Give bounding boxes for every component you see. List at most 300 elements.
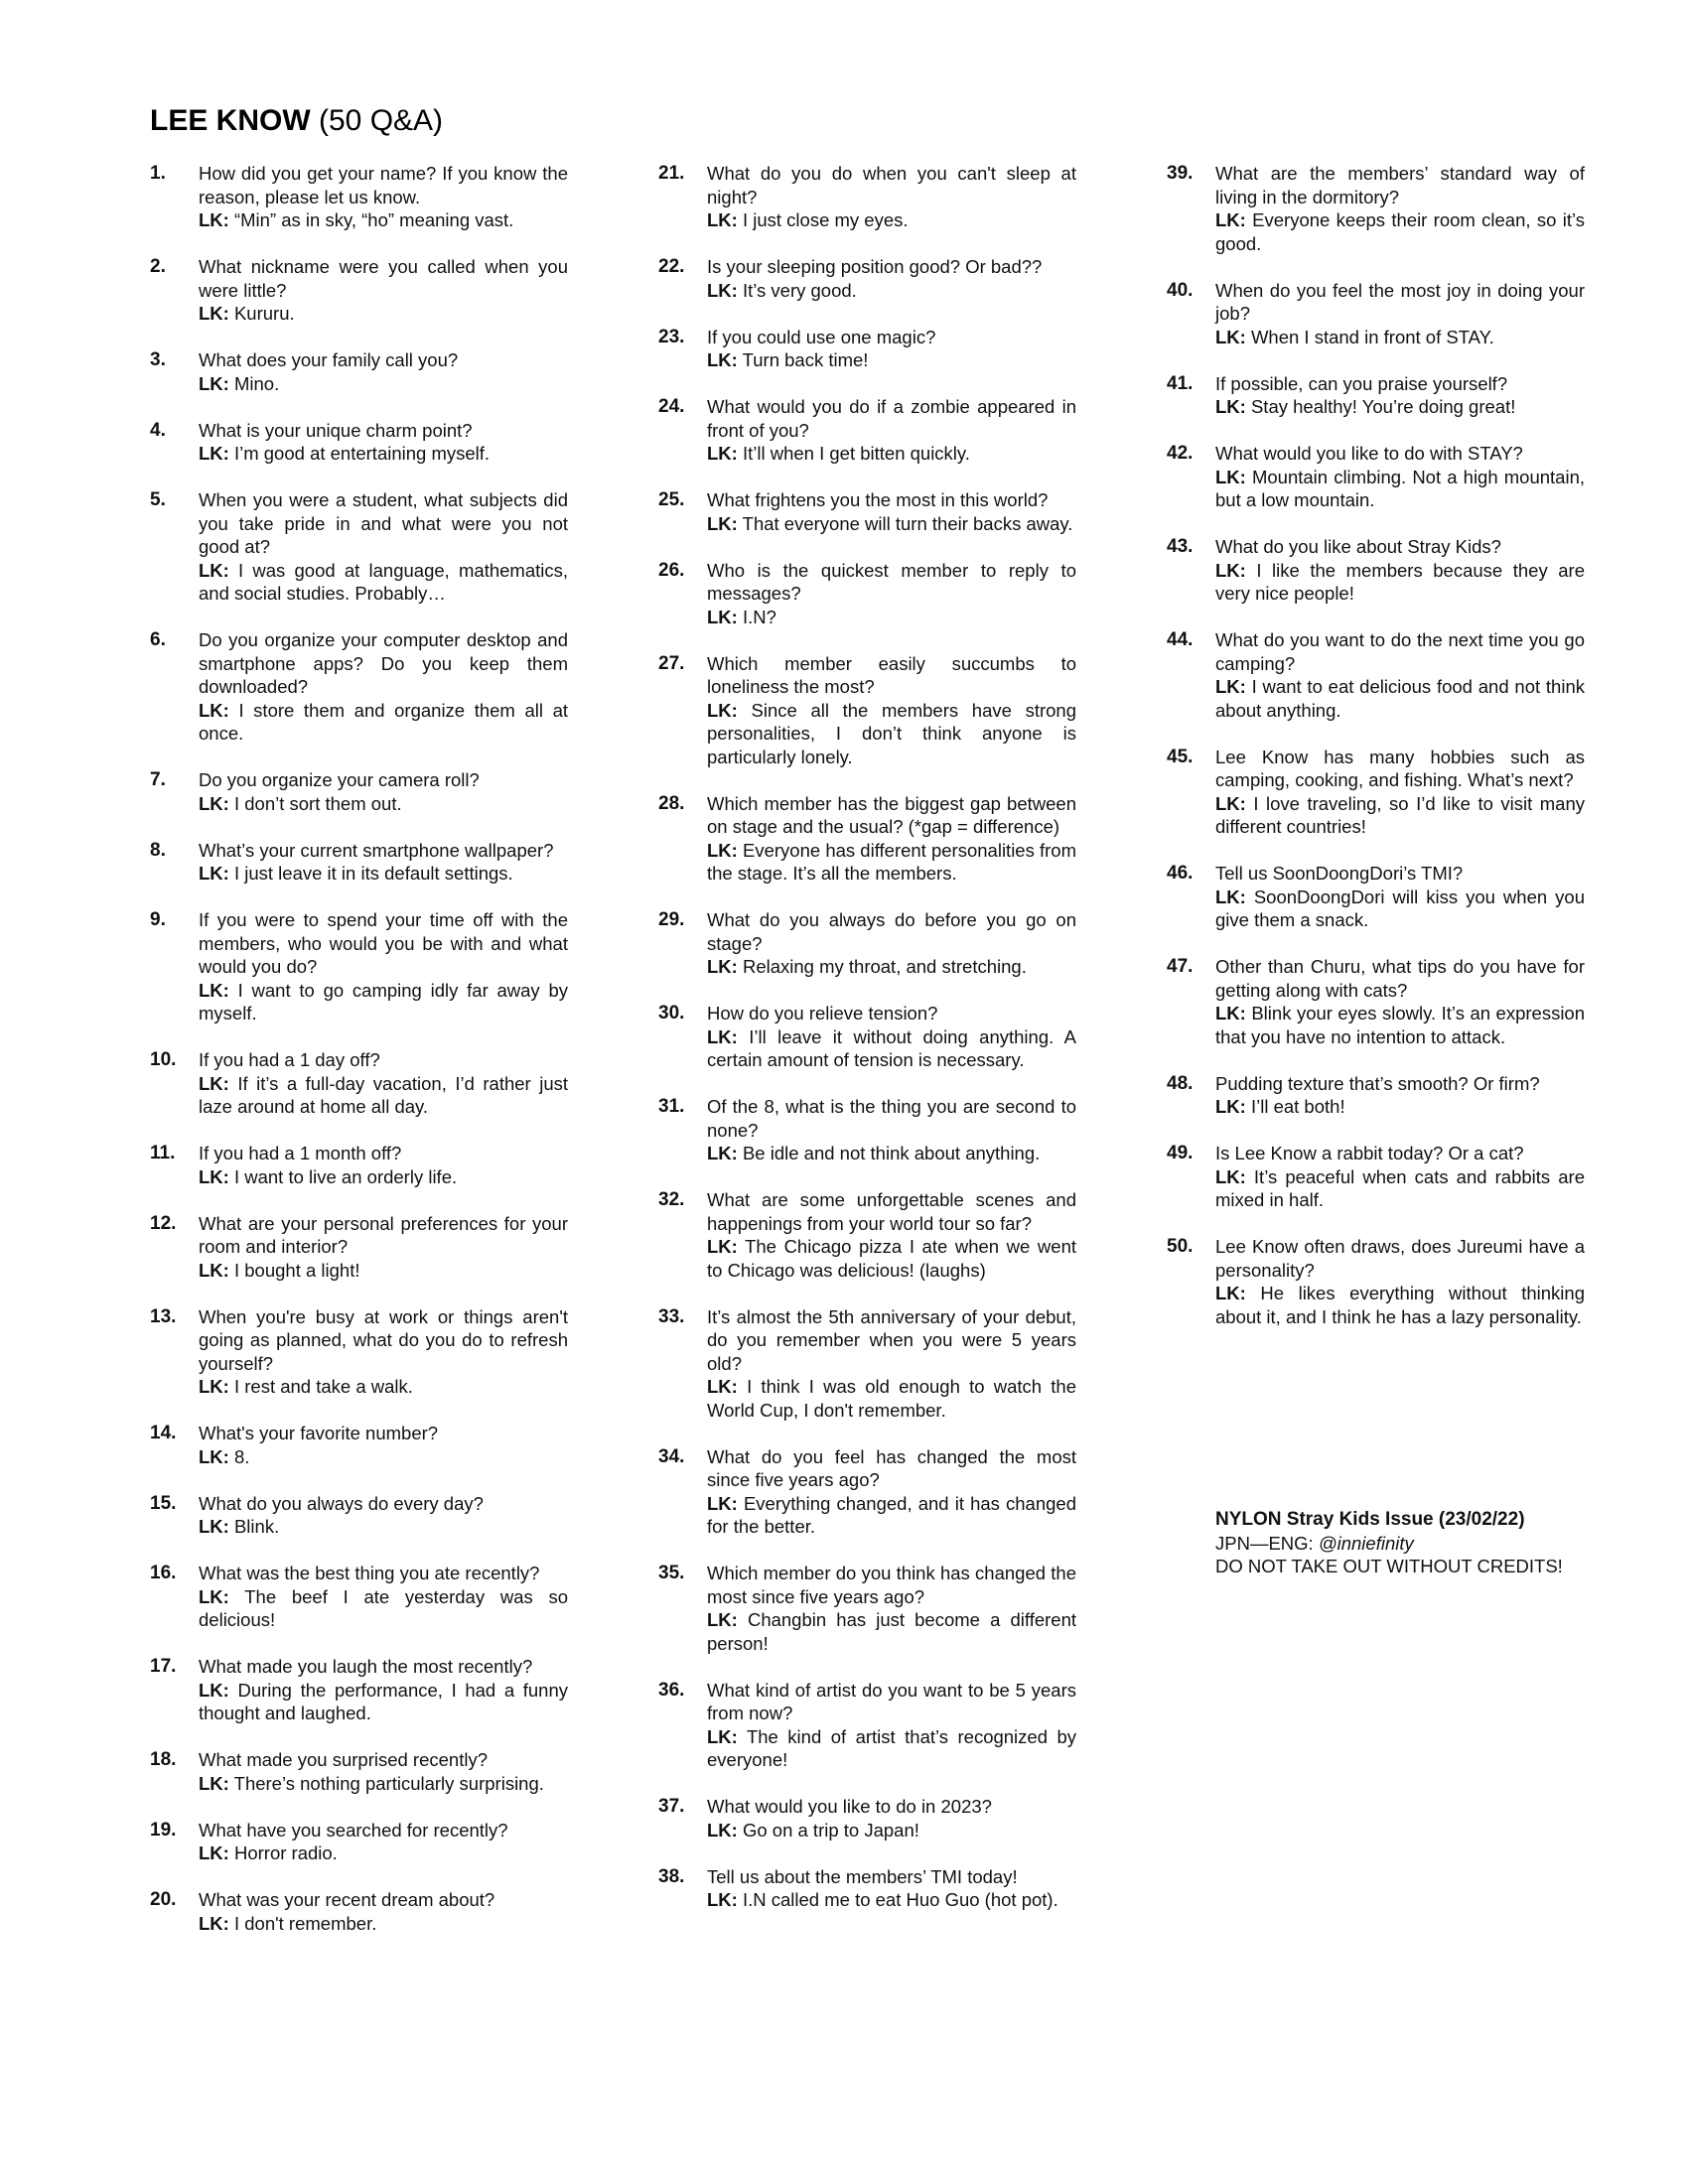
question-text: What do you do when you can't sleep at night? (707, 163, 1076, 207)
question-text: What nickname were you called when you were little? (199, 256, 568, 301)
qa-body (199, 1048, 568, 1119)
question-text: What do you like about Stray Kids? (1215, 536, 1501, 557)
answer (1215, 395, 1585, 419)
qa-body (707, 162, 1076, 232)
qa-body (1215, 162, 1585, 255)
qa-item (1167, 535, 1585, 606)
question-number: 13. (150, 1305, 177, 1327)
answer-prefix: LK: (199, 1772, 229, 1794)
question-text: Tell us SoonDoongDori’s TMI? (1215, 863, 1464, 884)
qa-item (658, 559, 1076, 629)
qa-item (150, 628, 568, 746)
qa-body (707, 559, 1076, 629)
question-number: 6. (150, 629, 166, 650)
answer (1215, 1165, 1585, 1212)
qa-body (199, 768, 568, 815)
answer-prefix: LK: (199, 209, 229, 230)
qa-body (199, 1562, 568, 1632)
question-number: 29. (658, 909, 685, 930)
answer (1215, 675, 1585, 722)
qa-body (199, 1655, 568, 1725)
answer-text: It’ll when I get bitten quickly. (742, 443, 970, 464)
answer-text: During the performance, I had a funny thought and laughed. (199, 1679, 569, 1723)
answer-prefix: LK: (199, 792, 229, 814)
credits-translator: @inniefinity (1318, 1532, 1414, 1554)
answer-text: I just close my eyes. (742, 209, 909, 230)
qa-item (150, 839, 568, 886)
answer (707, 1492, 1076, 1539)
question-number: 39. (1167, 163, 1194, 184)
question-text: What do you want to do the next time you go camping? (1215, 629, 1585, 674)
qa-body (199, 1819, 568, 1865)
qa-body (199, 1422, 568, 1468)
qa-item (150, 1305, 568, 1399)
answer-prefix: LK: (1215, 466, 1246, 487)
question-text: Do you organize your computer desktop and smartphone apps? Do you keep them downloaded? (199, 629, 568, 697)
answer (707, 955, 1076, 979)
answer-prefix: LK: (707, 956, 738, 977)
answer-text: Turn back time! (742, 349, 869, 370)
answer-text: Mountain climbing. Not a high mountain, but a low mountain. (1215, 466, 1586, 510)
answer (199, 442, 568, 466)
answer-prefix: LK: (199, 372, 229, 394)
answer-text: I.N called me to eat Huo Guo (hot pot). (742, 1889, 1058, 1910)
qa-item (658, 652, 1076, 769)
question-number: 19. (150, 1819, 177, 1841)
answer-text: I bought a light! (233, 1259, 360, 1281)
question-text: Which member has the biggest gap between on stage and the usual? (*gap = difference) (707, 792, 1076, 837)
answer-text: Mino. (233, 372, 280, 394)
answer-text: The beef I ate yesterday was so delicious! (199, 1585, 568, 1630)
answer (199, 862, 568, 886)
question-text: What would you like to do with STAY? (1215, 443, 1523, 464)
question-number: 1. (150, 163, 166, 184)
qa-body (1215, 955, 1585, 1048)
answer-text: Be idle and not think about anything. (742, 1143, 1041, 1163)
question-text: Who is the quickest member to reply to messages? (707, 559, 1076, 604)
answer (1215, 208, 1585, 255)
answer (1215, 559, 1585, 606)
answer-text: When I stand in front of STAY. (1250, 326, 1494, 347)
question-text: Is your sleeping position good? Or bad?? (707, 256, 1043, 277)
answer-text: I was good at language, mathematics, and social studies. Probably… (199, 559, 568, 604)
question-number: 21. (658, 163, 685, 184)
answer-prefix: LK: (1215, 886, 1246, 907)
answer (199, 1445, 568, 1469)
answer (707, 348, 1076, 372)
question-text: If you had a 1 month off? (199, 1143, 402, 1163)
qa-item (1167, 279, 1585, 349)
question-text: If possible, can you praise yourself? (1215, 372, 1508, 394)
qa-body (199, 348, 568, 395)
answer-prefix: LK: (199, 443, 229, 464)
qa-body (199, 488, 568, 606)
credits-translation (1215, 1532, 1593, 1556)
answer-text: I rest and take a walk. (233, 1376, 413, 1397)
question-number: 2. (150, 256, 166, 277)
answer-prefix: LK: (199, 1843, 229, 1863)
answer-prefix: LK: (707, 209, 738, 230)
answer-prefix: LK: (199, 1165, 229, 1187)
question-text: When do you feel the most joy in doing your job? (1215, 279, 1585, 324)
qa-body (707, 488, 1076, 535)
answer (199, 792, 568, 816)
answer-text: I’ll leave it without doing anything. A certain amount of tension is necessary. (707, 1025, 1076, 1070)
question-text: What are your personal preferences for your room and interior? (199, 1212, 568, 1257)
answer-text: I want to live an orderly life. (233, 1165, 458, 1187)
question-number: 10. (150, 1049, 177, 1070)
answer-prefix: LK: (707, 1889, 738, 1910)
answer-text: Everyone keeps their room clean, so it’s good. (1215, 209, 1586, 254)
question-text: It’s almost the 5th anniversary of your debut, do you remember when you were 5 years old? (707, 1305, 1076, 1374)
question-text: Pudding texture that’s smooth? Or firm? (1215, 1072, 1540, 1094)
question-text: How did you get your name? If you know the reason, please let us know. (199, 163, 568, 207)
qa-body (199, 1748, 568, 1795)
answer (199, 699, 568, 746)
question-text: What was your recent dream about? (199, 1889, 495, 1910)
qa-body (199, 255, 568, 326)
answer-text: I love traveling, so I’d like to visit many different countries! (1215, 792, 1585, 837)
qa-item (658, 1865, 1076, 1912)
answer-text: He likes everything without thinking about it, and I think he has a lazy personality. (1215, 1283, 1585, 1327)
answer-prefix: LK: (1215, 326, 1246, 347)
qa-body (1215, 746, 1585, 839)
qa-item (658, 395, 1076, 466)
answer-text: Blink. (233, 1516, 280, 1537)
question-number: 50. (1167, 1236, 1194, 1257)
answer-text: I think I was old enough to watch the World Cup, I don't remember. (707, 1376, 1076, 1421)
question-number: 46. (1167, 863, 1194, 884)
question-text: What would you do if a zombie appeared in front of you? (707, 396, 1076, 441)
qa-column-3 (1167, 162, 1585, 1352)
answer-text: Changbin has just become a different person! (707, 1609, 1076, 1654)
answer-prefix: LK: (1215, 1096, 1246, 1117)
answer (199, 1165, 568, 1189)
answer (1215, 886, 1585, 932)
qa-body (1215, 1142, 1585, 1212)
question-text: What do you always do every day? (199, 1492, 484, 1514)
qa-item (150, 1888, 568, 1935)
qa-item (150, 1562, 568, 1632)
answer (1215, 792, 1585, 839)
answer (1215, 1095, 1585, 1119)
answer-prefix: LK: (707, 1236, 738, 1257)
question-text: What’s your current smartphone wallpaper? (199, 839, 554, 861)
answer (707, 208, 1076, 232)
qa-body (1215, 862, 1585, 932)
question-number: 3. (150, 349, 166, 370)
question-number: 17. (150, 1656, 177, 1677)
answer-prefix: LK: (1215, 676, 1246, 697)
answer (707, 1608, 1076, 1655)
answer (707, 1142, 1076, 1165)
answer (199, 1842, 568, 1865)
qa-item (658, 908, 1076, 979)
qa-item (1167, 442, 1585, 512)
qa-body (707, 792, 1076, 886)
qa-item (150, 255, 568, 326)
answer (707, 1888, 1076, 1912)
answer-text: If it’s a full-day vacation, I’d rather just laze around at home all day. (199, 1072, 568, 1117)
answer-text: Everything changed, and it has changed for the better. (707, 1492, 1077, 1537)
question-text: If you could use one magic? (707, 326, 936, 347)
question-text: Do you organize your camera roll? (199, 769, 480, 790)
qa-body (707, 1562, 1076, 1655)
qa-body (707, 908, 1076, 979)
question-number: 31. (658, 1096, 685, 1117)
answer (707, 442, 1076, 466)
qa-body (707, 1002, 1076, 1072)
credits-translation-label: JPN—ENG: (1215, 1532, 1319, 1554)
question-number: 27. (658, 652, 685, 674)
answer-prefix: LK: (199, 1585, 229, 1607)
page-title (150, 103, 443, 139)
answer (707, 1235, 1076, 1282)
question-number: 22. (658, 256, 685, 277)
question-text: What are some unforgettable scenes and happenings from your world tour so far? (707, 1189, 1076, 1234)
question-number: 7. (150, 769, 166, 790)
qa-body (707, 1865, 1076, 1912)
answer-prefix: LK: (199, 1072, 229, 1094)
qa-item (150, 419, 568, 466)
question-number: 14. (150, 1423, 177, 1443)
answer-text: Stay healthy! You’re doing great! (1250, 396, 1516, 417)
question-number: 28. (658, 792, 685, 814)
qa-column-1 (150, 162, 568, 1959)
answer-text: The kind of artist that’s recognized by everyone! (707, 1725, 1076, 1770)
answer-prefix: LK: (199, 1912, 229, 1934)
answer-prefix: LK: (199, 979, 229, 1001)
answer-prefix: LK: (707, 699, 738, 721)
answer (199, 1585, 568, 1632)
question-text: What is your unique charm point? (199, 419, 473, 441)
qa-body (199, 1142, 568, 1188)
answer-prefix: LK: (707, 512, 738, 534)
question-text: Lee Know often draws, does Jureumi have a personality? (1215, 1236, 1585, 1281)
question-text: Lee Know has many hobbies such as camping, cooking, and fishing. What’s next? (1215, 746, 1585, 790)
question-number: 23. (658, 326, 685, 347)
qa-item (150, 1748, 568, 1795)
answer-text: There’s nothing particularly surprising. (233, 1772, 544, 1794)
answer-prefix: LK: (707, 279, 738, 301)
question-number: 15. (150, 1492, 177, 1514)
answer-prefix: LK: (199, 559, 229, 581)
qa-body (707, 1095, 1076, 1165)
qa-item (658, 1795, 1076, 1842)
answer (199, 559, 568, 606)
credits-block (1215, 1508, 1593, 1578)
answer-prefix: LK: (199, 1445, 229, 1467)
question-number: 8. (150, 839, 166, 861)
question-number: 12. (150, 1212, 177, 1234)
qa-item (150, 1422, 568, 1468)
qa-body (707, 1188, 1076, 1282)
question-number: 37. (658, 1796, 685, 1817)
qa-body (707, 326, 1076, 372)
question-text: When you were a student, what subjects did you take pride in and what were you not good at? (199, 489, 568, 557)
qa-body (199, 419, 568, 466)
qa-item (1167, 746, 1585, 839)
page-title-subtitle: (50 Q&A) (310, 104, 444, 137)
question-text: What frightens you the most in this world? (707, 489, 1049, 510)
answer-text: I just leave it in its default settings. (233, 863, 513, 884)
question-number: 33. (658, 1305, 685, 1327)
answer (707, 1025, 1076, 1072)
answer-text: The Chicago pizza I ate when we went to Chicago was delicious! (laughs) (707, 1236, 1076, 1281)
qa-item (150, 162, 568, 232)
answer-prefix: LK: (199, 1376, 229, 1397)
answer-prefix: LK: (199, 863, 229, 884)
answer-prefix: LK: (1215, 559, 1246, 581)
qa-body (199, 162, 568, 232)
answer-text: SoonDoongDori will kiss you when you give them a snack. (1215, 886, 1585, 930)
question-number: 26. (658, 559, 685, 581)
question-text: What do you always do before you go on stage? (707, 909, 1076, 954)
qa-item (658, 1445, 1076, 1539)
answer-prefix: LK: (707, 443, 738, 464)
answer-text: I like the members because they are very nice people! (1215, 559, 1585, 604)
answer (707, 1375, 1076, 1422)
qa-item (150, 1142, 568, 1188)
question-number: 44. (1167, 629, 1194, 650)
qa-body (1215, 442, 1585, 512)
qa-body (707, 255, 1076, 302)
question-text: What does your family call you? (199, 349, 459, 370)
answer-prefix: LK: (707, 1725, 738, 1747)
question-number: 38. (658, 1865, 685, 1887)
question-number: 32. (658, 1189, 685, 1210)
qa-body (707, 1305, 1076, 1423)
question-number: 47. (1167, 956, 1194, 977)
answer-text: Horror radio. (233, 1843, 338, 1863)
answer (707, 1819, 1076, 1843)
question-text: What would you like to do in 2023? (707, 1796, 992, 1817)
qa-body (199, 628, 568, 746)
qa-body (199, 1305, 568, 1399)
qa-body (199, 1492, 568, 1539)
answer-text: I’ll eat both! (1250, 1096, 1345, 1117)
qa-item (658, 488, 1076, 535)
answer-text: I.N? (742, 606, 776, 627)
qa-item (1167, 1235, 1585, 1328)
question-text: Of the 8, what is the thing you are second to none? (707, 1096, 1076, 1141)
answer-prefix: LK: (1215, 1165, 1246, 1187)
question-text: What made you surprised recently? (199, 1749, 488, 1770)
qa-item (1167, 1142, 1585, 1212)
qa-item (1167, 1072, 1585, 1119)
answer-text: I don't remember. (233, 1912, 377, 1934)
qa-item (150, 348, 568, 395)
qa-item (1167, 955, 1585, 1048)
qa-body (1215, 372, 1585, 419)
qa-item (1167, 372, 1585, 419)
answer (1215, 466, 1585, 512)
answer (199, 1515, 568, 1539)
question-number: 9. (150, 909, 166, 930)
question-text: What kind of artist do you want to be 5 years from now? (707, 1679, 1076, 1723)
qa-item (658, 162, 1076, 232)
answer-text: Relaxing my throat, and stretching. (742, 956, 1027, 977)
question-text: If you had a 1 day off? (199, 1049, 380, 1070)
answer-prefix: LK: (707, 839, 738, 861)
answer (199, 302, 568, 326)
answer-prefix: LK: (199, 699, 229, 721)
question-text: What are the members’ standard way of living in the dormitory? (1215, 163, 1585, 207)
question-number: 45. (1167, 746, 1194, 767)
qa-item (658, 255, 1076, 302)
question-number: 35. (658, 1563, 685, 1583)
qa-item (150, 908, 568, 1025)
answer (199, 1679, 568, 1725)
qa-item (150, 1212, 568, 1283)
question-text: What made you laugh the most recently? (199, 1656, 533, 1677)
qa-body (1215, 1072, 1585, 1119)
qa-body (707, 395, 1076, 466)
qa-item (1167, 862, 1585, 932)
question-text: If you were to spend your time off with the members, who would you be with and what would you do? (199, 909, 568, 977)
qa-item (1167, 628, 1585, 722)
qa-item (658, 1188, 1076, 1282)
qa-body (199, 839, 568, 886)
answer-text: Everyone has different personalities from the stage. It’s all the members. (707, 839, 1077, 884)
question-text: What have you searched for recently? (199, 1819, 508, 1841)
answer (707, 512, 1076, 536)
answer-prefix: LK: (707, 1819, 738, 1841)
question-number: 41. (1167, 372, 1194, 394)
answer-prefix: LK: (707, 606, 738, 627)
answer (199, 372, 568, 396)
answer (199, 1259, 568, 1283)
answer-prefix: LK: (707, 1492, 738, 1514)
question-text: Tell us about the members’ TMI today! (707, 1865, 1018, 1887)
answer-text: 8. (233, 1445, 250, 1467)
answer-prefix: LK: (199, 1259, 229, 1281)
answer (199, 979, 568, 1025)
question-number: 34. (658, 1445, 685, 1467)
qa-body (707, 1795, 1076, 1842)
answer-prefix: LK: (707, 349, 738, 370)
answer-prefix: LK: (707, 1025, 738, 1047)
answer (707, 606, 1076, 629)
answer-text: “Min” as in sky, “ho” meaning vast. (233, 209, 514, 230)
answer-prefix: LK: (199, 1516, 229, 1537)
qa-body (1215, 1235, 1585, 1328)
question-text: What was the best thing you ate recently? (199, 1563, 540, 1583)
question-number: 25. (658, 489, 685, 510)
question-number: 30. (658, 1003, 685, 1024)
question-text: How do you relieve tension? (707, 1003, 938, 1024)
answer (199, 1912, 568, 1936)
answer-text: It’s very good. (742, 279, 857, 301)
question-number: 43. (1167, 536, 1194, 557)
answer (199, 1072, 568, 1119)
answer-prefix: LK: (1215, 792, 1246, 814)
answer (199, 208, 568, 232)
question-number: 5. (150, 489, 166, 510)
question-number: 20. (150, 1889, 177, 1910)
answer-text: I store them and organize them all at once. (199, 699, 568, 744)
credits-notice: DO NOT TAKE OUT WITHOUT CREDITS! (1215, 1556, 1563, 1576)
question-text: Is Lee Know a rabbit today? Or a cat? (1215, 1143, 1524, 1163)
answer-text: Kururu. (233, 303, 295, 324)
answer-text: I don’t sort them out. (233, 792, 402, 814)
answer (707, 279, 1076, 303)
qa-item (658, 792, 1076, 886)
answer-prefix: LK: (199, 1679, 229, 1701)
answer-prefix: LK: (199, 303, 229, 324)
qa-item (658, 1305, 1076, 1423)
qa-item (1167, 162, 1585, 255)
